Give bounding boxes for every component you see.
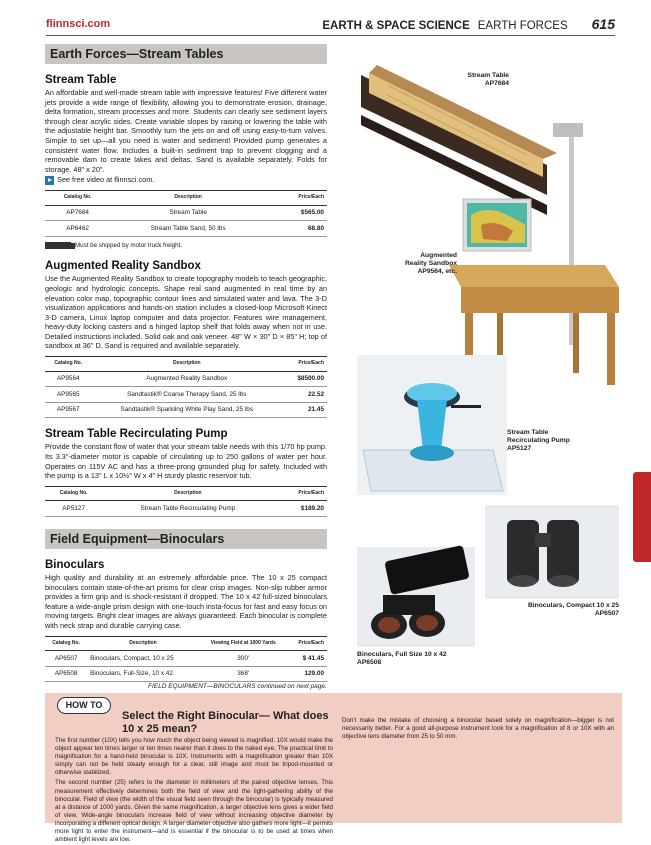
item-description: Augmented Reality Sandbox [91,371,282,387]
stream-table-title: Stream Table [45,74,117,86]
pump-catalog [45,486,327,517]
catalog-number: AP6508 [45,666,87,682]
section-label: EARTH & SPACE SCIENCE [322,20,470,32]
table-row [45,501,327,517]
continued-note: FIELD EQUIPMENT—BINOCULARS continued on next page. [148,683,327,690]
col-description: Description [110,190,266,205]
stream-table-description: An affordable and well-made stream table with impressive features! Five different water jets provide a wide range of flexibility, allowing you to demonstrate erosion, drainage, delta formation, stream processes and more. Students can clearly see sediment layers through clear acrylic sides. Create variable slopes by raising or lowering the table with the adjustable height bar. Smoothly turn the jets on and off using easy-to-turn valves. Simple to set up—all you need is water and sediment! Provided pump generates a consistent water flow. Includes a built-in sediment trap to prevent clogging and a removable dam to create lakes and deltas. Sand is available separately. Folds for storage. 48" x 20". [45,88,327,174]
table-row [45,205,327,221]
viewing-field: 368' [199,666,288,682]
catalog-number: AP5127 [45,501,102,517]
breadcrumb [322,16,615,32]
play-icon [45,176,54,185]
howto-paragraph: The second number (25) refers to the diameter in millimeters of the paired objective lenses. This measurement effectively determines both the field of view and the light-gathering ability of the binocular. Field of view (the width of the visual field seen through the binocular) is typically measured at a distance of 1000 yards. Given the same magnification, a larger objective lens gives a wider field of view. Wide-angle binoculars increase field of view without increasing objective diameter by incorporating a different optical design. A larger diameter objective also gathers more light—it permits more light to enter the instrument—and is essential if the binocular is to be used at times when ambient light levels are low. [55,779,333,844]
col-catalog: Catalog No. [45,190,110,205]
page-header [0,0,651,38]
item-description: Stream Table Sand, 50 lbs [110,221,266,237]
page-number: 615 [591,16,615,32]
caption-pump: Stream Table Recirculating Pump AP5127 [507,429,570,452]
col-price: Price/Each [282,357,327,372]
site-link[interactable]: flinnsci.com [46,18,111,30]
catalog-number: AP6507 [45,651,87,667]
table-row [45,651,327,667]
subsection-label: EARTH FORCES [477,20,568,32]
viewing-field: 300' [199,651,288,667]
item-price: $565.00 [266,205,327,221]
item-description: Binoculars, Full-Size, 10 x 42 [87,666,199,682]
catalog-number: AP9564 [45,371,91,387]
col-description: Description [87,636,199,651]
fullsize-binoculars-image [357,545,475,647]
stream-table-catalog [45,190,327,237]
item-description: Stream Table Recirculating Pump [102,501,273,517]
sandbox-description: Use the Augmented Reality Sandbox to create topography models to teach geographic, geologic and hydrologic concepts. Shape real sand augmented in real time by an elevation color map, topographic contour lines and simulated water and lava. The 3-D visualization applications and hands-on station includes a closed-loop Microsoft Kinect 3-D camera, Linux laptop computer and data projector. Features wire management, heavy-duty locking casters and a hinged laptop shelf that folds away when not in use. Detailed instructions included. Solid oak and oak veneer. 48" W × 30" D × 85" H; top of sandbox at 36" D. Sand is required and available separately. [45,274,327,351]
col-description: Description [102,486,273,501]
table-row [45,221,327,237]
item-description: Stream Table [110,205,266,221]
item-description: Sandtastik® Sparkling White Play Sand, 25 lbs [91,402,282,418]
caption-fullsize-binoculars: Binoculars, Full Size 10 x 42 AP6508 [357,651,447,666]
item-price: 21.45 [282,402,327,418]
item-price: $ 41.45 [288,651,327,667]
col-viewing-field: Viewing Field at 1000 Yards [199,636,288,651]
stream-table-image [361,65,557,215]
section-title-earth-forces: Earth Forces—Stream Tables [45,44,327,64]
item-description: Binoculars, Compact, 10 x 25 [87,651,199,667]
item-price: 22.52 [282,387,327,403]
product-photos [357,55,622,675]
howto-column-right [342,717,614,743]
binoculars-catalog [45,636,327,683]
col-price: Price/Each [288,636,327,651]
caption-compact-binoculars: Binoculars, Compact 10 x 25 AP6507 [527,602,619,617]
pump-description: Provide the constant flow of water that your stream table needs with this 1/70 hp pump. Its 3.3"-diameter motor is capable of circulating up to 250 gallons of water per hour. Operates on 115V AC and has a three-prong grounded plug for safety. Included with the pump is a 13" L x 10½" W x 4" H sturdy plastic reservoir tub. [45,442,327,481]
table-row [45,666,327,682]
header-rule [46,35,615,36]
howto-column-left [55,737,333,845]
item-price: 129.00 [288,666,327,682]
howto-badge: HOW TO [57,697,111,714]
sandbox-title: Augmented Reality Sandbox [45,260,201,273]
howto-title: Select the Right Binocular— What does 10 x 25 mean? [122,710,329,735]
left-column [45,44,327,682]
howto-paragraph: Don't make the mistake of choosing a binocular based solely on magnification—bigger is not necessarily better. For a good all-purpose instrument look for a magnification of 8 or 10X with an objective lens diameter from 25 to 50 mm. [342,717,614,741]
video-link[interactable] [45,175,327,185]
item-price: 68.80 [266,221,327,237]
howto-paragraph: The first number (10X) tells you how much the object being viewed is magnified. 10X would make the object appear ten times larger or ten times nearer than it does to the naked eye. The practical limit to magnification for a hand-held binocular is 10X. Instruments with a magnification greater than 10X simply can not be held steady enough for a clear, still image and must be tripod-mounted or otherwise stabilized. [55,737,333,777]
catalog-number: AP6462 [45,221,110,237]
truck-note-text: Must be shipped by motor truck freight. [75,241,182,249]
pump-image [357,355,507,495]
truck-icon [45,242,71,249]
caption-stream-table: Stream Table AP7684 [467,72,509,87]
table-row [45,402,327,418]
howto-box [45,693,622,844]
col-catalog: Catalog No. [45,636,87,651]
compact-binoculars-image [485,505,619,599]
caption-sandbox: Augmented Reality Sandbox AP9564, etc. [404,252,457,275]
video-link-text[interactable]: See free video at flinnsci.com. [57,175,155,185]
catalog-number: AP7684 [45,205,110,221]
item-price: $189.20 [273,501,327,517]
col-catalog: Catalog No. [45,357,91,372]
truck-note [45,241,327,251]
binoculars-description: High quality and durability at an extremely affordable price. The 10 x 25 compact binoculars contain state-of-the-art prisms for clear crisp images. Non-slip rubber armor provides a firm grip and is shock-resistant if dropped. The 10 x 42 full-sized binoculars feature a wide-angle prism design with one-touch insta-focus for fast and easy focus on moving targets. Bright clear images are always guaranteed. Each binocular is complete with neck strap and durable carrying case. [45,573,327,630]
table-row [45,387,327,403]
item-price: $8500.00 [282,371,327,387]
col-description: Description [91,357,282,372]
col-price: Price/Each [266,190,327,205]
sandbox-catalog [45,356,327,418]
catalog-number: AP9565 [45,387,91,403]
catalog-number: AP9567 [45,402,91,418]
pump-title: Stream Table Recirculating Pump [45,428,228,441]
col-catalog: Catalog No. [45,486,102,501]
binoculars-title: Binoculars [45,559,105,571]
section-tab [633,472,651,562]
section-title-field-equipment: Field Equipment—Binoculars [45,529,327,549]
col-price: Price/Each [273,486,327,501]
product-illustrations [357,55,622,675]
table-row [45,371,327,387]
item-description: Sandtastik® Coarse Therapy Sand, 25 lbs [91,387,282,403]
